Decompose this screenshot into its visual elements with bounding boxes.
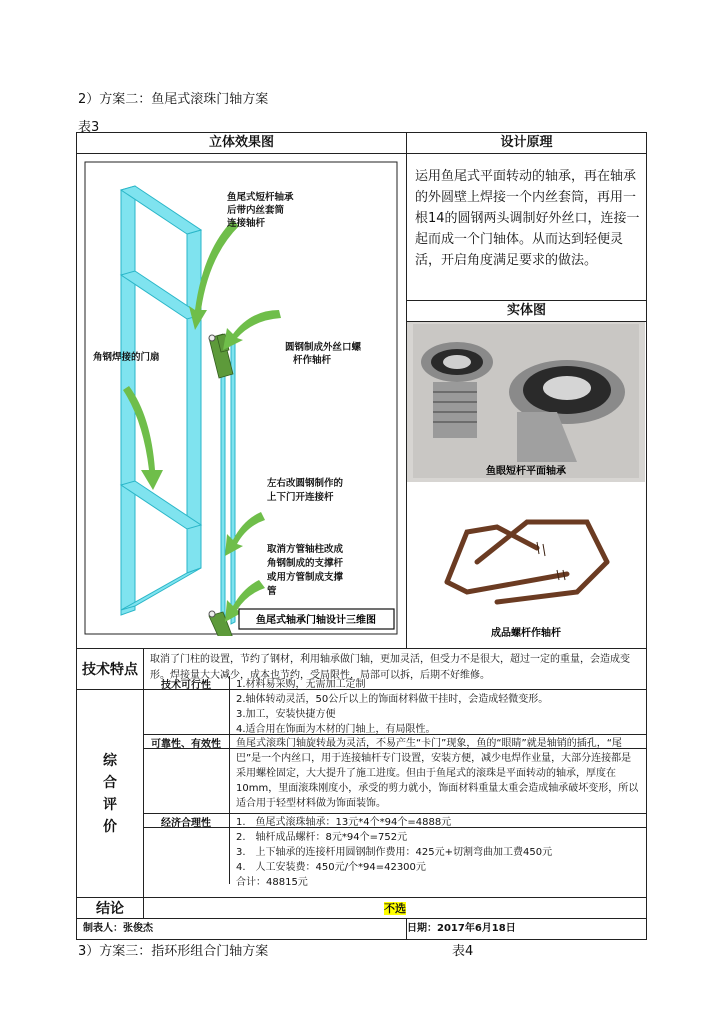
economy-item: 1. 鱼尾式滚珠轴承：13元*4个*94个=4888元 xyxy=(236,817,452,828)
feasibility-item: 3.加工，安装快捷方便 xyxy=(236,709,336,720)
section-heading: 2）方案二：鱼尾式滚珠门轴方案 xyxy=(78,92,269,107)
tech-text: 取消了门柱的设置，节约了钢材，利用轴承做门轴，更加灵活，但受力不是很大，超过一定的重量，会造成变形。焊接量大大减少，成本也节约，受局限性，局部可以拆，后期不好维修。 xyxy=(144,649,647,690)
economy-total: 合计：48815元 xyxy=(236,877,308,888)
label-bot-2: 角钢制成的支撑杆 xyxy=(267,558,344,569)
label-top-2: 后带内丝套筒 xyxy=(227,205,285,216)
photo2-caption: 成品螺杆作轴杆 xyxy=(491,628,562,639)
feasibility-label-2: 技术可行性 xyxy=(143,676,230,734)
economy-list xyxy=(230,814,646,888)
photo-header: 实体图 xyxy=(407,301,647,322)
col-header-principle: 设计原理 xyxy=(407,133,647,154)
diagram-cell xyxy=(77,154,407,649)
col-header-3d: 立体效果图 xyxy=(77,133,407,154)
tech-label: 技术特点 xyxy=(77,649,144,690)
label-right-2: 杆作轴杆 xyxy=(293,355,332,366)
label-left: 角钢焊接的门扇 xyxy=(93,352,160,363)
section-heading-next: 3）方案三：指环形组合门轴方案 xyxy=(78,944,269,959)
conclusion-cell xyxy=(144,898,647,919)
label-mid-2: 上下门开连接杆 xyxy=(267,492,334,503)
label-top-3: 连接轴杆 xyxy=(227,218,266,229)
label-bot-4: 管 xyxy=(267,586,277,597)
eval-label-text: 综合评价 xyxy=(103,752,117,835)
feasibility-item: 2.轴体转动灵活，50公斤以上的饰面材料做干挂时，会造成轻微变形。 xyxy=(236,694,549,705)
table-label: 表3 xyxy=(78,120,100,135)
eval-label xyxy=(77,690,144,898)
conclusion-label: 结论 xyxy=(77,898,144,919)
diagram-caption: 鱼尾式轴承门轴设计三维图 xyxy=(256,615,376,626)
label-mid-1: 左右改圆钢制作的 xyxy=(267,478,344,489)
label-bot-3: 或用方管制成支撑 xyxy=(267,572,344,583)
feasibility-item: 4.适合用在饰面为木材的门轴上，有局限性。 xyxy=(236,724,436,735)
photo-bearing xyxy=(407,322,645,482)
door-axis-3d-diagram xyxy=(83,160,401,636)
economy-item: 2. 轴杆成品螺杆：8元*94个=752元 xyxy=(236,832,408,843)
feasibility-item: 1.材料易采购，无需加工定制 xyxy=(236,679,366,690)
maker: 制表人：张俊杰 xyxy=(77,919,407,940)
evaluation-block xyxy=(143,676,646,888)
economy-item: 4. 人工安装费：450元/个*94=42300元 xyxy=(236,862,426,873)
label-bot-1: 取消方管轴柱改成 xyxy=(267,544,344,555)
economy-label: 经济合理性 xyxy=(143,814,230,884)
table-label-next: 表4 xyxy=(452,944,474,959)
photos-cell xyxy=(407,322,647,649)
photo-screw-rod xyxy=(407,482,645,644)
label-right-1: 圆钢制成外丝口螺 xyxy=(285,342,362,353)
effectiveness-label: 可靠性、有效性 xyxy=(143,735,230,813)
conclusion-value: 不选 xyxy=(384,902,406,915)
principle-text: 运用鱼尾式平面转动的轴承，再在轴承的外圆壁上焊接一个内丝套筒，再用一根14的圆钢两头调制好外丝口，连接一起而成一个门轴体。从而达到轻便灵活，开启角度满足要求的做法。 xyxy=(407,154,647,301)
effectiveness-text: 鱼尾式滚珠门轴旋转最为灵活，不易产生“卡门”现象，鱼的“眼睛”就是轴销的插孔，“尾巴”是一个内丝口，用于连接轴杆专门设置，安装方便，减少电焊作业量，大部分连接都是采用螺栓固定，大大提升了施工进度。但由于鱼尾式的滚珠是平面转动的轴承，厚度在10mm，里面滚珠刚度小，承受的剪力就小，饰面材料重量太重会造成轴承破坏变形，所以适合用于轻型材料做为饰面装饰。 xyxy=(236,738,639,809)
date: 日期：2017年6月18日 xyxy=(407,919,647,940)
feasibility-list xyxy=(230,676,646,734)
economy-item: 3. 上下轴承的连接杆用圆钢制作费用：425元+切割弯曲加工费450元 xyxy=(236,847,553,858)
label-top-1: 鱼尾式短杆轴承 xyxy=(227,192,294,203)
photo1-caption: 鱼眼短杆平面轴承 xyxy=(486,466,567,477)
